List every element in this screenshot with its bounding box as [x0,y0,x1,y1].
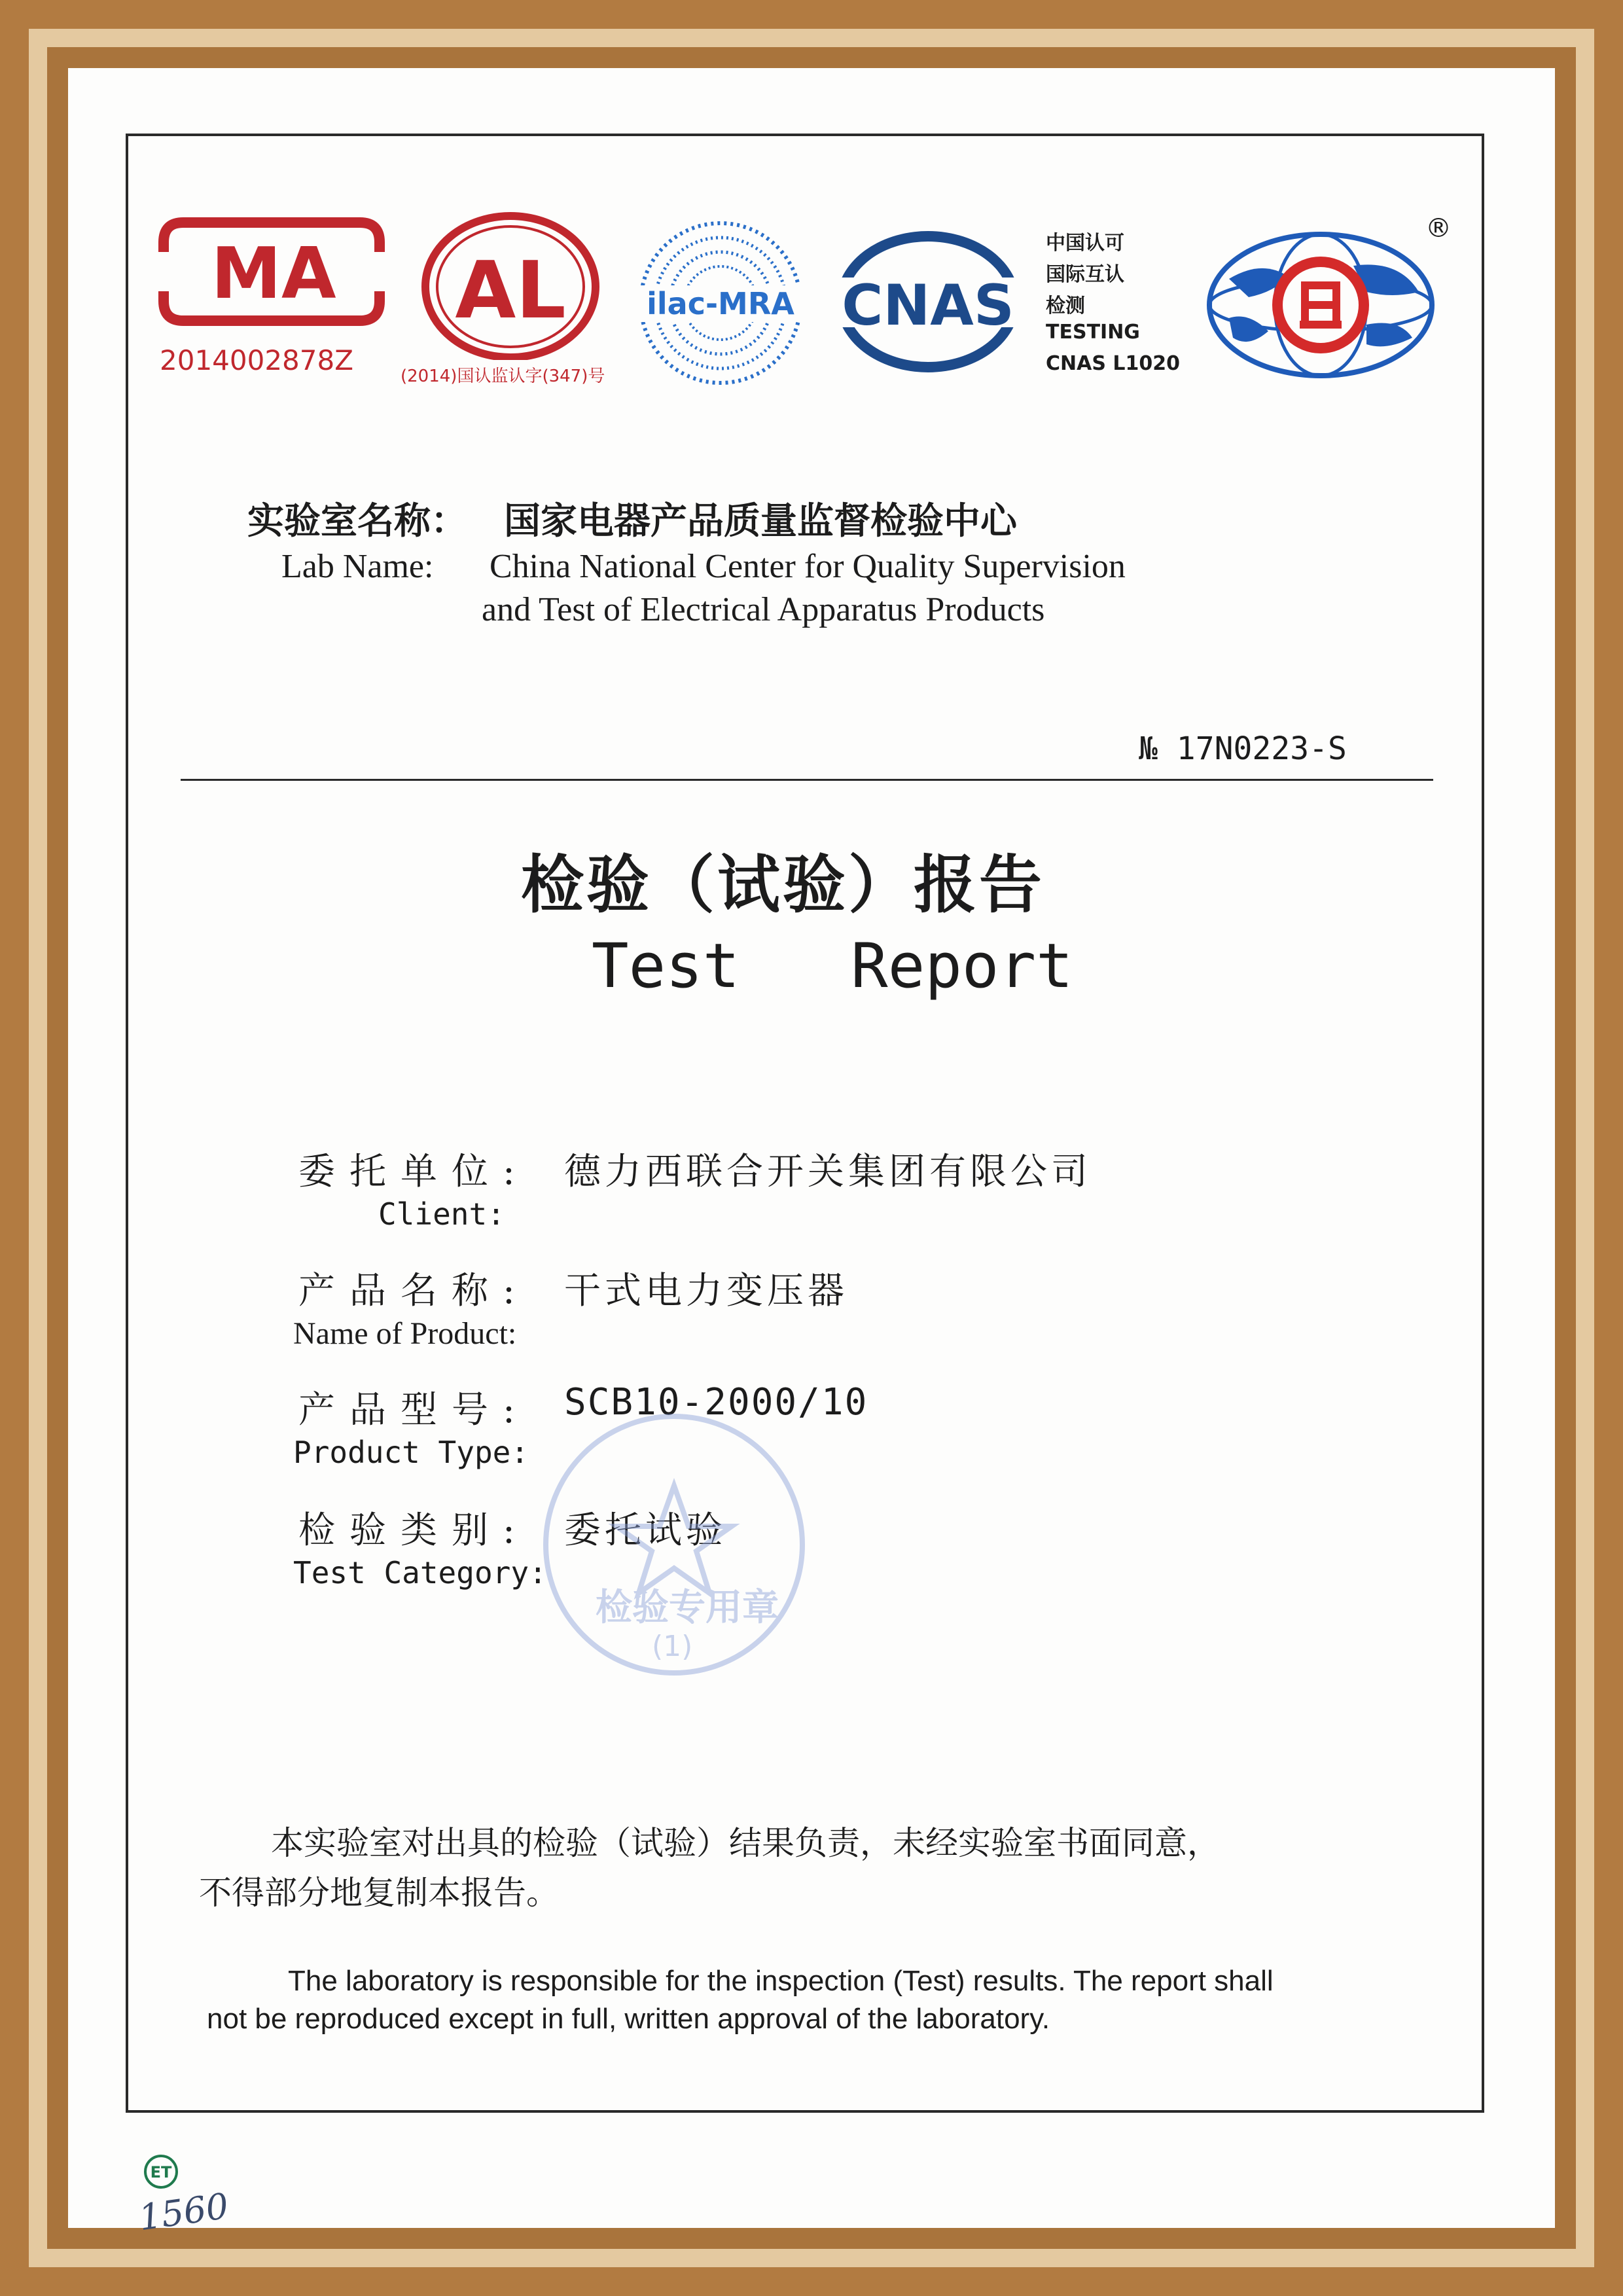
product-name-value: 干式电力变压器 [564,1270,848,1312]
client-label-en: Client: [378,1196,505,1232]
stamp-number: (1) [652,1630,693,1663]
svg-text:ET: ET [150,2163,172,2181]
registered-mark: ® [1425,213,1452,243]
lab-name-label-en: Lab Name: [281,548,434,585]
ilac-mra-logo [632,220,809,386]
report-title-en: Test Report [592,931,1073,1002]
product-name-label-cn: 产品名称: [298,1270,529,1312]
cma-logo [157,216,386,386]
report-title-cn: 检验（试验）报告 [521,848,1044,922]
client-label-cn: 委托单位: [298,1151,529,1193]
cnas-text-line: 检测 [1046,295,1085,317]
page-border [126,134,1484,2113]
ilac-letters: ilac-MRA [647,286,794,321]
lab-name-en-line2: and Test of Electrical Apparatus Products [482,591,1045,628]
cnas-text-line: CNAS L1020 [1046,352,1181,375]
lab-name-cn: 国家电器产品质量监督检验中心 [504,500,1017,543]
cma-letters: MA [211,233,336,315]
handwritten-number: 1560 [136,2185,232,2239]
cal-caption: (2014)国认监认字(347)号 [401,367,605,386]
notice-en-line1: The laboratory is responsible for the inspection (Test) results. The report shall [288,1965,1274,1997]
cma-code: 2014002878Z [160,344,353,376]
report-number: № 17N0223-S [1139,730,1347,767]
test-category-value: 委托试验 [564,1509,726,1552]
cnas-text-line: 国际互认 [1046,263,1124,286]
cnas-text-line: 中国认可 [1046,232,1124,255]
cnas-text-line: TESTING [1046,321,1140,344]
product-type-label-en: Product Type: [293,1435,529,1470]
product-type-value: SCB10-2000/10 [564,1381,868,1424]
stamp-text: 检验专用章 [596,1587,779,1629]
cnas-letters: CNAS [842,273,1014,338]
et-logo [143,2153,179,2190]
lab-name-label-cn: 实验室名称： [247,500,467,543]
test-category-label-en: Test Category: [293,1555,547,1590]
inspection-stamp [537,1407,812,1682]
cnas-logo [830,226,1026,377]
header-divider [181,779,1433,781]
notice-cn-line1: 本实验室对出具的检验（试验）结果负责，未经实验室书面同意， [271,1824,1220,1862]
lab-name-en-line1: China National Center for Quality Supervision [490,548,1126,585]
notice-cn-line2: 不得部分地复制本报告。 [199,1874,559,1912]
test-category-label-cn: 检验类别: [298,1509,529,1552]
client-value: 德力西联合开关集团有限公司 [564,1151,1092,1193]
product-name-label-en: Name of Product: [293,1316,517,1351]
product-type-label-cn: 产品型号: [298,1389,529,1431]
notice-en-line2: not be reproduced except in full, written approval of the laboratory. [207,2003,1050,2035]
cal-letters: AL [455,245,566,336]
cal-logo [393,209,628,393]
cqc-globe-logo [1190,213,1478,384]
